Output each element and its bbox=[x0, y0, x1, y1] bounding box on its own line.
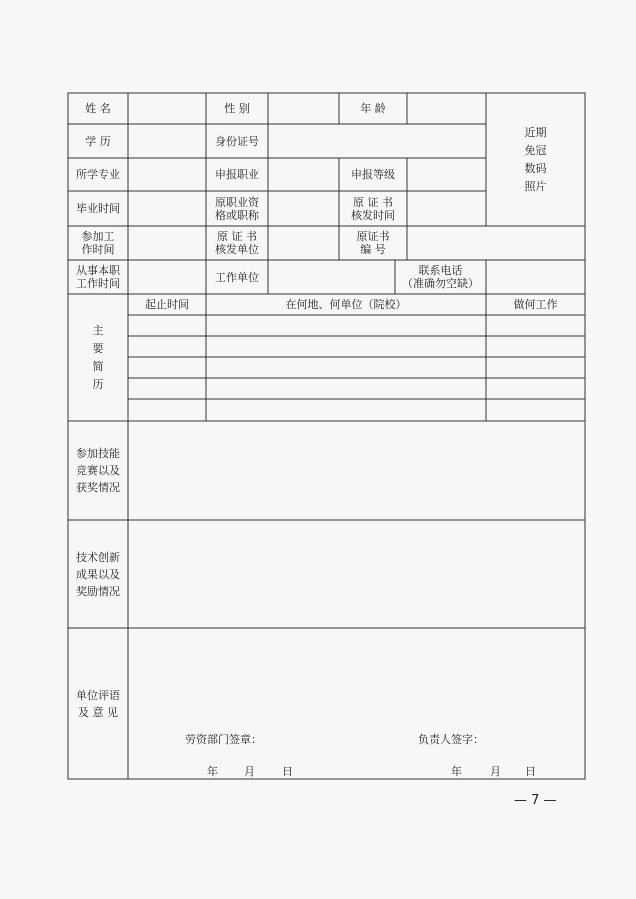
label-line: 原证书 bbox=[356, 230, 390, 243]
label-line: 获奖情况 bbox=[76, 481, 120, 494]
graduation-time-label: 毕业时间 bbox=[76, 202, 120, 215]
label-line: 核发时间 bbox=[351, 208, 395, 222]
label-line: 参加工 bbox=[81, 230, 115, 243]
resume-label bbox=[68, 294, 128, 421]
label-line: 技术创新 bbox=[76, 550, 120, 564]
label-line: 编 号 bbox=[360, 243, 386, 256]
label-line: 简 bbox=[92, 359, 104, 373]
name-label: 姓 名 bbox=[85, 102, 111, 115]
id-number-label: 身份证号 bbox=[215, 134, 259, 148]
labor-dept-seal-label: 劳资部门签章： bbox=[185, 733, 262, 746]
label-line: 原职业资 bbox=[215, 195, 259, 209]
date-day-right: 日 bbox=[525, 765, 536, 778]
date-year-right: 年 bbox=[451, 765, 462, 778]
phone-label bbox=[395, 260, 486, 294]
label-line: 主 bbox=[92, 323, 104, 337]
label-line: 竞赛以及 bbox=[76, 464, 120, 477]
apply-job-label: 申报职业 bbox=[215, 168, 259, 181]
unit-comment-label bbox=[68, 628, 128, 779]
label-line: （准确勿空缺） bbox=[402, 277, 479, 290]
date-month-left: 月 bbox=[244, 765, 255, 778]
label-line: 奖励情况 bbox=[76, 584, 120, 598]
label-line: 从事本职 bbox=[76, 264, 120, 277]
photo-line: 近期 bbox=[524, 125, 547, 139]
label-line: 及 意 见 bbox=[78, 705, 118, 719]
resume-header-place: 在何地、何单位（院校） bbox=[285, 298, 407, 311]
responsible-signature-label: 负责人签字： bbox=[418, 733, 484, 746]
work-start-time-label bbox=[68, 226, 128, 260]
resume-header-job: 做何工作 bbox=[513, 298, 558, 311]
label-line: 参加技能 bbox=[76, 447, 120, 460]
gender-label: 性 别 bbox=[224, 102, 250, 115]
date-year-left: 年 bbox=[207, 765, 218, 778]
label-line: 成果以及 bbox=[76, 567, 120, 581]
label-line: 要 bbox=[92, 341, 104, 355]
innovation-label bbox=[68, 520, 128, 628]
work-unit-label: 工作单位 bbox=[215, 270, 259, 284]
apply-level-label: 申报等级 bbox=[351, 168, 395, 181]
certificate-issue-time-label bbox=[339, 191, 407, 226]
label-line: 单位评语 bbox=[76, 688, 120, 702]
photo-line: 免冠 bbox=[524, 143, 547, 157]
page-number: — 7 — bbox=[514, 793, 557, 808]
certificate-issuer-label bbox=[206, 226, 268, 260]
education-label: 学 历 bbox=[85, 134, 111, 148]
label-line: 联系电话 bbox=[418, 264, 463, 277]
label-line: 原 证 书 bbox=[217, 230, 257, 243]
age-label: 年 龄 bbox=[360, 102, 386, 115]
label-line: 历 bbox=[92, 377, 104, 391]
skills-competition-label bbox=[68, 421, 128, 520]
label-line: 原 证 书 bbox=[353, 195, 393, 209]
photo-placeholder bbox=[486, 93, 585, 226]
photo-line: 数码 bbox=[524, 161, 547, 175]
job-time-label bbox=[68, 260, 128, 294]
date-day-left: 日 bbox=[282, 765, 293, 778]
label-line: 格或职称 bbox=[215, 208, 259, 222]
original-qualification-label bbox=[206, 191, 268, 226]
certificate-number-label bbox=[339, 226, 407, 260]
photo-line: 照片 bbox=[524, 179, 547, 193]
label-line: 工作时间 bbox=[76, 277, 120, 290]
label-line: 作时间 bbox=[81, 243, 115, 256]
label-line: 核发单位 bbox=[215, 243, 259, 256]
major-label: 所学专业 bbox=[76, 168, 120, 181]
date-month-right: 月 bbox=[490, 765, 501, 778]
resume-header-period: 起止时间 bbox=[145, 298, 189, 311]
